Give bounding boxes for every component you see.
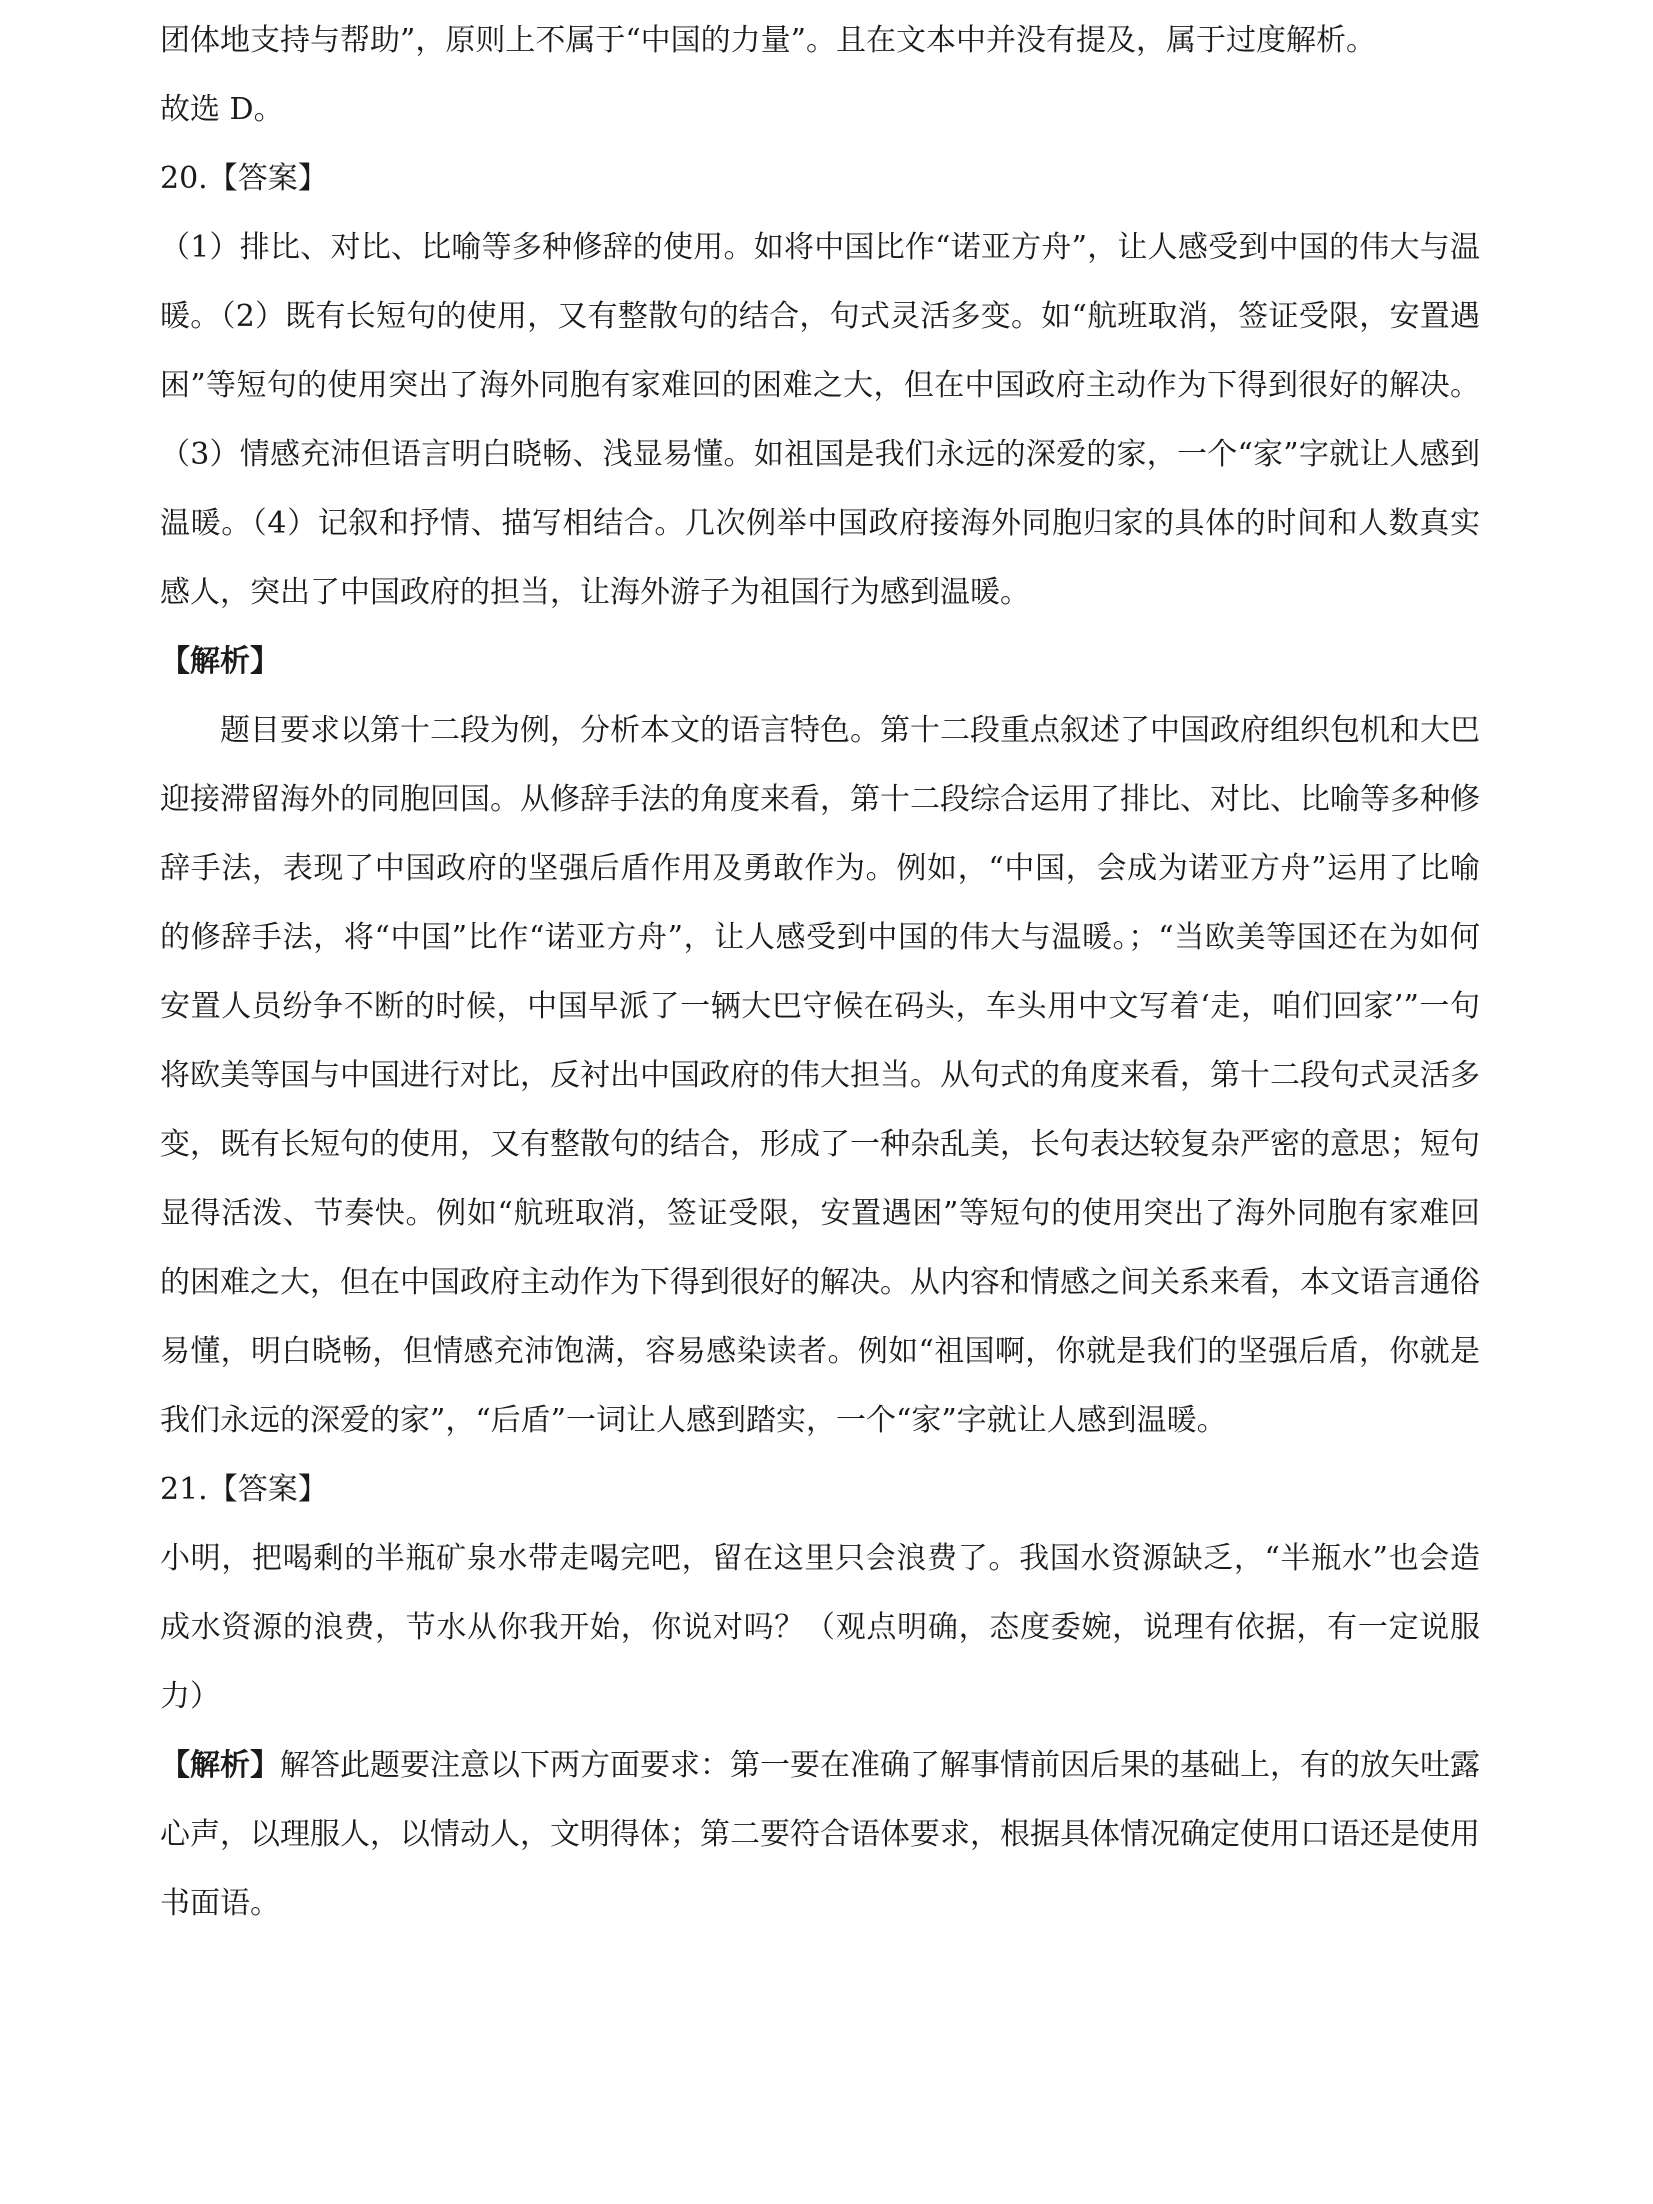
q19-tail-line-1: 团体地支持与帮助”，原则上不属于“中国的力量”。且在文本中并没有提及，属于过度解析。	[160, 23, 1377, 58]
document-page	[160, 6, 1480, 1938]
q21-analysis-label: 【解析】	[160, 1748, 280, 1783]
q21-heading: 21.【答案】	[160, 1472, 328, 1507]
q20-answer: （1）排比、对比、比喻等多种修辞的使用。如将中国比作“诺亚方舟”，让人感受到中国的伟大与温暖。（2）既有长短句的使用，又有整散句的结合，句式灵活多变。如“航班取消，签证受限，安置遇困”等短句的使用突出了海外同胞有家难回的困难之大，但在中国政府主动作为下得到很好的解决。（3）情感充沛但语言明白晓畅、浅显易懂。如祖国是我们永远的深爱的家，一个“家”字就让人感到温暖。（4）记叙和抒情、描写相结合。几次例举中国政府接海外同胞归家的具体的时间和人数真实感人，突出了中国政府的担当，让海外游子为祖国行为感到温暖。	[160, 230, 1480, 610]
q20-analysis-label: 【解析】	[160, 644, 280, 679]
q20-heading: 20.【答案】	[160, 161, 328, 196]
q19-tail-line-2: 故选 D。	[160, 92, 284, 127]
q21-analysis	[160, 1731, 1480, 1938]
q20-analysis: 题目要求以第十二段为例，分析本文的语言特色。第十二段重点叙述了中国政府组织包机和大巴迎接滞留海外的同胞回国。从修辞手法的角度来看，第十二段综合运用了排比、对比、比喻等多种修辞手法，表现了中国政府的坚强后盾作用及勇敢作为。例如，“中国，会成为诺亚方舟”运用了比喻的修辞手法，将“中国”比作“诺亚方舟”，让人感受到中国的伟大与温暖。；“当欧美等国还在为如何安置人员纷争不断的时候，中国早派了一辆大巴守候在码头，车头用中文写着‘走，咱们回家’”一句将欧美等国与中国进行对比，反衬出中国政府的伟大担当。从句式的角度来看，第十二段句式灵活多变，既有长短句的使用，又有整散句的结合，形成了一种杂乱美，长句表达较复杂严密的意思；短句显得活泼、节奏快。例如“航班取消，签证受限，安置遇困”等短句的使用突出了海外同胞有家难回的困难之大，但在中国政府主动作为下得到很好的解决。从内容和情感之间关系来看，本文语言通俗易懂，明白晓畅，但情感充沛饱满，容易感染读者。例如“祖国啊，你就是我们的坚强后盾，你就是我们永远的深爱的家”，“后盾”一词让人感到踏实，一个“家”字就让人感到温暖。	[160, 713, 1480, 1438]
q21-analysis-text: 解答此题要注意以下两方面要求：第一要在准确了解事情前因后果的基础上，有的放矢吐露心声，以理服人，以情动人，文明得体；第二要符合语体要求，根据具体情况确定使用口语还是使用书面语。	[160, 1748, 1480, 1921]
q21-answer: 小明，把喝剩的半瓶矿泉水带走喝完吧，留在这里只会浪费了。我国水资源缺乏，“半瓶水”也会造成水资源的浪费，节水从你我开始，你说对吗？（观点明确，态度委婉，说理有依据，有一定说服力）	[160, 1541, 1480, 1714]
